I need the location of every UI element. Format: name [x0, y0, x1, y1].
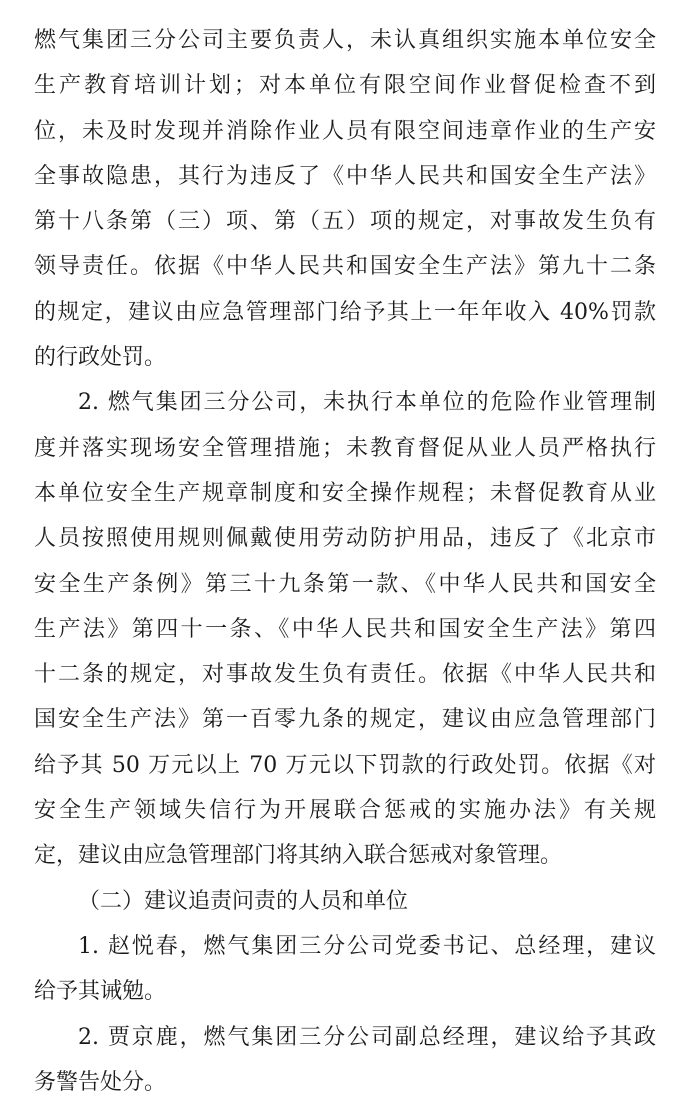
text-line: 本单位安全生产规章制度和安全操作规程；未督促教育从业 [34, 480, 656, 506]
text-line: 务警告处分。 [34, 1069, 167, 1095]
text-line: 全事故隐患，其行为违反了《中华人民共和国安全生产法》 [34, 163, 656, 189]
paragraph-main-responsible-person [34, 18, 656, 380]
text-line: 给予其诫勉。 [34, 979, 167, 1005]
text-line: 安全生产条例》第三十九条第一款、《中华人民共和国安全 [34, 571, 656, 597]
text-line: 国安全生产法》第一百零九条的规定，建议由应急管理部门 [34, 707, 656, 733]
paragraph-person-1 [34, 924, 656, 1015]
text-line: 第十八条第（三）项、第（五）项的规定，对事故发生负有 [34, 209, 656, 235]
paragraph-company-liability [34, 380, 656, 878]
text-line: 领导责任。依据《中华人民共和国安全生产法》第九十二条 [34, 254, 656, 280]
text-line: 安全生产领域失信行为开展联合惩戒的实施办法》有关规 [34, 798, 656, 824]
section-heading [34, 879, 656, 924]
text-line: 定，建议由应急管理部门将其纳入联合惩戒对象管理。 [34, 843, 563, 869]
document-page [34, 18, 656, 1105]
text-line: 的行政处罚。 [34, 345, 167, 371]
text-line: 生产法》第四十一条、《中华人民共和国安全生产法》第四 [34, 616, 656, 642]
text-line: 人员按照使用规则佩戴使用劳动防护用品，违反了《北京市 [34, 526, 656, 552]
text-line: 生产教育培训计划；对本单位有限空间作业督促检查不到 [34, 73, 656, 99]
text-line: 2. 燃气集团三分公司，未执行本单位的危险作业管理制 [78, 390, 656, 416]
text-line: 1. 赵悦春，燃气集团三分公司党委书记、总经理，建议 [78, 933, 656, 959]
text-line: 位，未及时发现并消除作业人员有限空间违章作业的生产安 [34, 118, 656, 144]
paragraph-person-2 [34, 1015, 656, 1105]
text-line: 的规定，建议由应急管理部门给予其上一年年收入 40%罚款 [34, 299, 656, 325]
text-line: 2. 贾京鹿，燃气集团三分公司副总经理，建议给予其政 [78, 1024, 656, 1050]
text-line: 十二条的规定，对事故发生负有责任。依据《中华人民共和 [34, 662, 656, 688]
section-heading-text: （二）建议追责问责的人员和单位 [78, 888, 409, 914]
text-line: 给予其 50 万元以上 70 万元以下罚款的行政处罚。依据《对 [34, 752, 656, 778]
text-line: 燃气集团三分公司主要负责人，未认真组织实施本单位安全 [34, 28, 656, 53]
text-line: 度并落实现场安全管理措施；未教育督促从业人员严格执行 [34, 435, 656, 461]
